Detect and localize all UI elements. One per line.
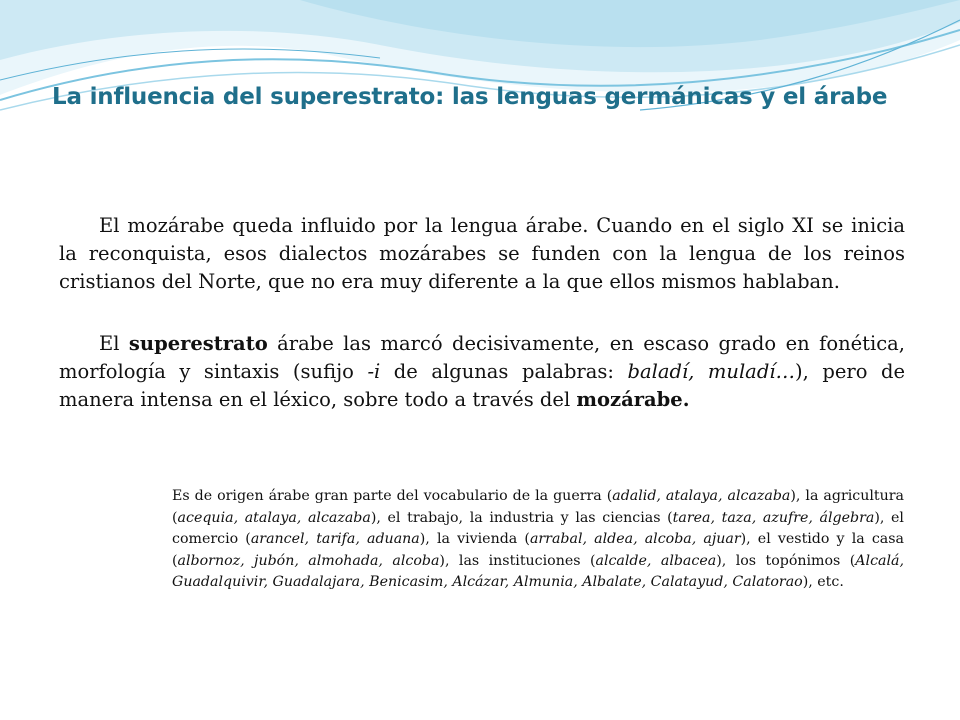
italic-term: arancel, tarifa, aduana — [250, 531, 420, 547]
text-segment: ), el vestido y la casa ( — [172, 531, 904, 569]
text-segment: ), la agricultura ( — [172, 488, 904, 526]
paragraph-mozarabe — [59, 212, 905, 296]
paragraph-vocabulary — [172, 486, 904, 594]
text-segment: El — [99, 332, 129, 355]
italic-term: arrabal, aldea, alcoba, ajuar — [529, 531, 741, 547]
text-segment: ), pero de manera intensa en el léxico, sobre todo a través del — [59, 360, 906, 411]
italic-term: Alcalá, Guadalquivir, Guadalajara, Benicasim, Alcázar, Almunia, Albalate, Calatayud, Calatorao — [172, 552, 904, 590]
text-segment: ), las instituciones ( — [439, 552, 596, 569]
text-segment: ), los topónimos ( — [716, 552, 856, 569]
italic-term: alcalde, albacea — [595, 552, 717, 569]
text-segment: de algunas palabras: — [380, 360, 628, 383]
text-segment: ), la vivienda ( — [419, 531, 530, 547]
italic-term: adalid, atalaya, alcazaba — [612, 488, 791, 504]
slide-title: La influencia del superestrato: las lenguas germánicas y el árabe — [52, 84, 888, 110]
bold-term: superestrato — [128, 332, 268, 355]
italic-term: tarea, taza, azufre, álgebra — [672, 509, 875, 526]
text-segment: árabe las marcó decisivamente, en escaso grado en fonética, morfología y sintaxis (sufijo — [59, 332, 906, 383]
italic-term: baladí, muladí… — [627, 360, 796, 383]
italic-term: -i — [367, 360, 381, 383]
paragraph-superestrato — [59, 330, 905, 414]
paragraph-text: El mozárabe queda influido por la lengua árabe. Cuando en el siglo XI se inicia la reconquista, esos dialectos mozárabes se funden con la lengua de los reinos cristianos del Norte, que no era muy diferente a la que ellos mismos hablaban. — [59, 214, 905, 293]
text-segment: ), etc. — [802, 574, 844, 590]
italic-term: albornoz, jubón, almohada, alcoba — [177, 552, 440, 569]
italic-term: acequia, atalaya, alcazaba — [177, 509, 371, 526]
text-segment: Es de origen árabe gran parte del vocabulario de la guerra ( — [172, 488, 613, 504]
text-segment: ), el trabajo, la industria y las ciencias ( — [370, 509, 673, 526]
bold-term: mozárabe. — [576, 388, 690, 411]
header-wave-decoration — [0, 0, 960, 130]
text-segment: ), el comercio ( — [172, 509, 904, 547]
